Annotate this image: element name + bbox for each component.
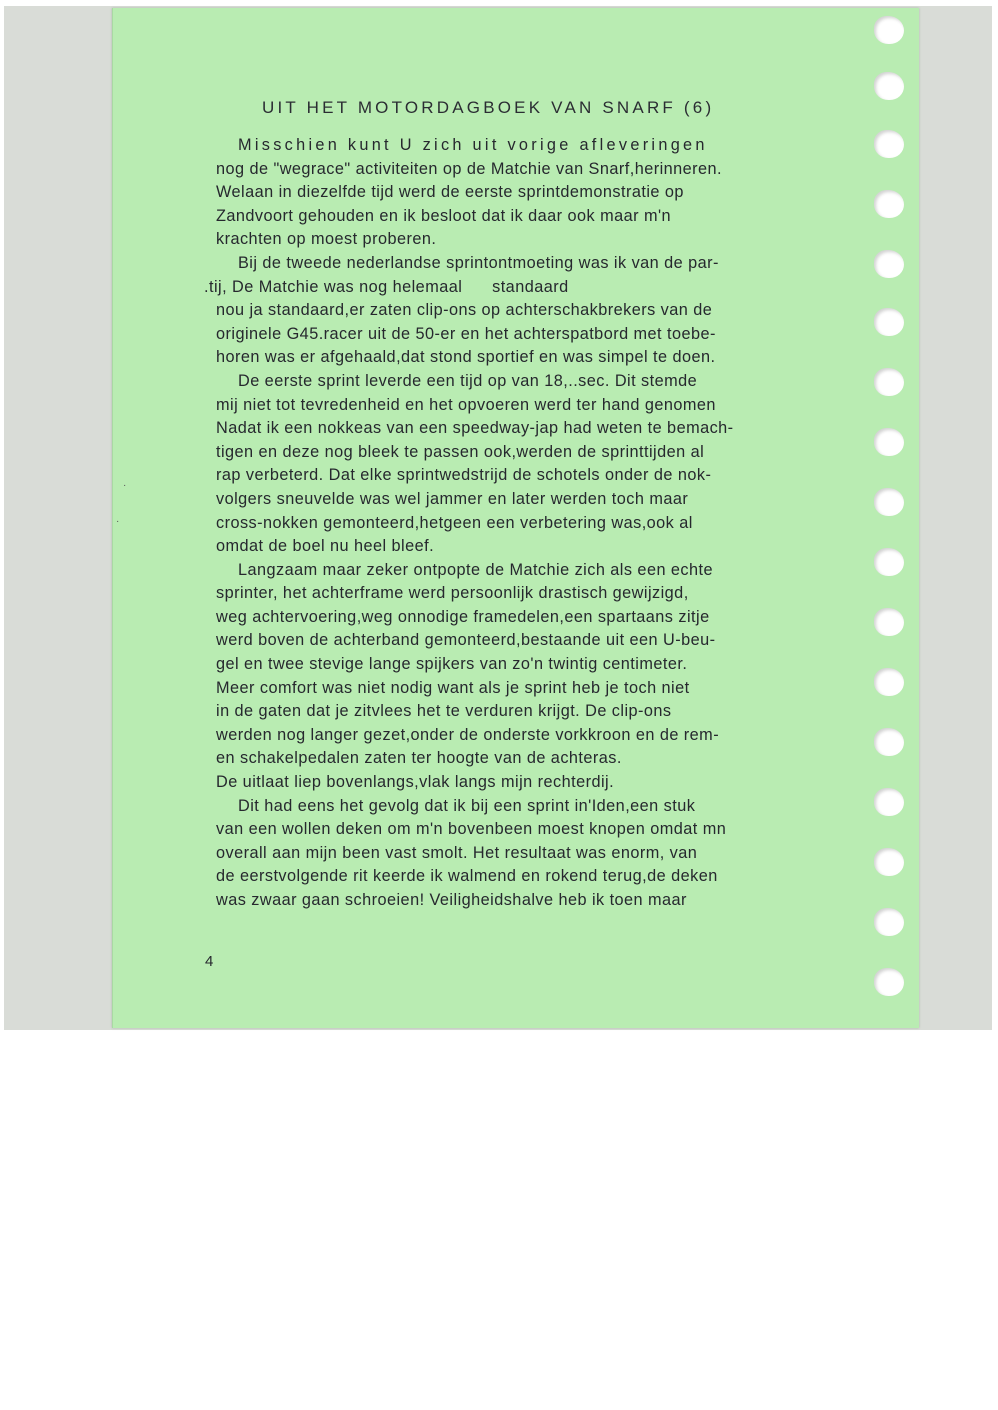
- scan-speck: ·: [116, 516, 120, 527]
- text-line: werd boven de achterband gemonteerd,bestaande uit een U-beu-: [216, 631, 716, 650]
- binder-hole: [874, 190, 904, 218]
- text-line: cross-nokken gemonteerd,hetgeen een verbetering was,ook al: [216, 513, 693, 532]
- text-line: sprinter, het achterframe werd persoonlijk drastisch gewijzigd,: [216, 584, 689, 603]
- binder-hole: [874, 72, 904, 100]
- text-line: omdat de boel nu heel bleef.: [216, 537, 435, 556]
- text-line: horen was er afgehaald,dat stond sportief en was simpel te doen.: [216, 348, 716, 367]
- text-line: Langzaam maar zeker ontpopte de Matchie zich als een echte: [238, 560, 714, 579]
- binder-hole: [874, 728, 904, 756]
- text-line: rap verbeterd. Dat elke sprintwedstrijd de schotels onder de nok-: [216, 466, 712, 485]
- article-title: UIT HET MOTORDAGBOEK VAN SNARF (6): [262, 98, 715, 117]
- text-line: en schakelpedalen zaten ter hoogte van de achteras.: [216, 749, 622, 768]
- text-line: Misschien kunt U zich uit vorige afleveringen: [238, 136, 708, 154]
- text-line: werden nog langer gezet,onder de onderste vorkkroon en de rem-: [216, 725, 720, 744]
- text-line: tigen en deze nog bleek te passen ook,werden de sprinttijden al: [216, 442, 705, 461]
- text-line: nog de "wegrace" activiteiten op de Matchie van Snarf,herinneren.: [216, 159, 723, 178]
- article-body: [204, 134, 876, 913]
- text-line: Dit had eens het gevolg dat ik bij een sprint in'Iden,een stuk: [238, 796, 696, 815]
- text-line: .tij, De Matchie was nog helemaal standaard: [204, 277, 569, 296]
- text-line: overall aan mijn been vast smolt. Het resultaat was enorm, van: [216, 843, 698, 862]
- text-line: van een wollen deken om m'n bovenbeen moest knopen omdat mn: [216, 820, 727, 839]
- scan-speck: ·: [123, 480, 127, 491]
- binder-hole: [874, 788, 904, 816]
- text-line: weg achtervoering,weg onnodige framedelen,een spartaans zitje: [216, 607, 710, 626]
- page-number: 4: [205, 953, 214, 970]
- binder-hole: [874, 848, 904, 876]
- text-line: volgers sneuvelde was wel jammer en later werden toch maar: [216, 489, 689, 508]
- text-line: nou ja standaard,er zaten clip-ons op achterschakbrekers van de: [216, 301, 713, 320]
- text-line: Meer comfort was niet nodig want als je sprint heb je toch niet: [216, 678, 690, 697]
- text-line: de eerstvolgende rit keerde ik walmend en rokend terug,de deken: [216, 867, 718, 886]
- text-line: in de gaten dat je zitvlees het te verduren krijgt. De clip-ons: [216, 702, 672, 721]
- text-line: De uitlaat liep bovenlangs,vlak langs mijn rechterdij.: [216, 773, 615, 792]
- text-line: was zwaar gaan schroeien! Veiligheidshalve heb ik toen maar: [216, 891, 687, 909]
- binder-hole: [874, 308, 904, 336]
- text-line: Zandvoort gehouden en ik besloot dat ik daar ook maar m'n: [216, 206, 672, 225]
- binder-hole: [874, 250, 904, 278]
- binder-hole: [874, 130, 904, 158]
- text-line: Nadat ik een nokkeas van een speedway-jap had weten te bemach-: [216, 419, 734, 438]
- binder-hole: [874, 968, 904, 996]
- text-line: Bij de tweede nederlandse sprintontmoeting was ik van de par-: [238, 253, 719, 272]
- text-line: Welaan in diezelfde tijd werd de eerste sprintdemonstratie op: [216, 183, 684, 202]
- text-line: gel en twee stevige lange spijkers van zo'n twintig centimeter.: [216, 655, 688, 674]
- text-line: originele G45.racer uit de 50-er en het achterspatbord met toebe-: [216, 324, 716, 343]
- text-line: krachten op moest proberen.: [216, 230, 437, 249]
- binder-hole: [874, 16, 904, 44]
- binder-hole: [874, 488, 904, 516]
- binder-hole: [874, 368, 904, 396]
- text-line: De eerste sprint leverde een tijd op van 18,..sec. Dit stemde: [238, 371, 698, 390]
- binder-hole: [874, 908, 904, 936]
- binder-hole: [874, 608, 904, 636]
- binder-hole: [874, 428, 904, 456]
- binder-hole: [874, 668, 904, 696]
- text-line: mij niet tot tevredenheid en het opvoeren werd ter hand genomen: [216, 395, 716, 414]
- binder-hole: [874, 548, 904, 576]
